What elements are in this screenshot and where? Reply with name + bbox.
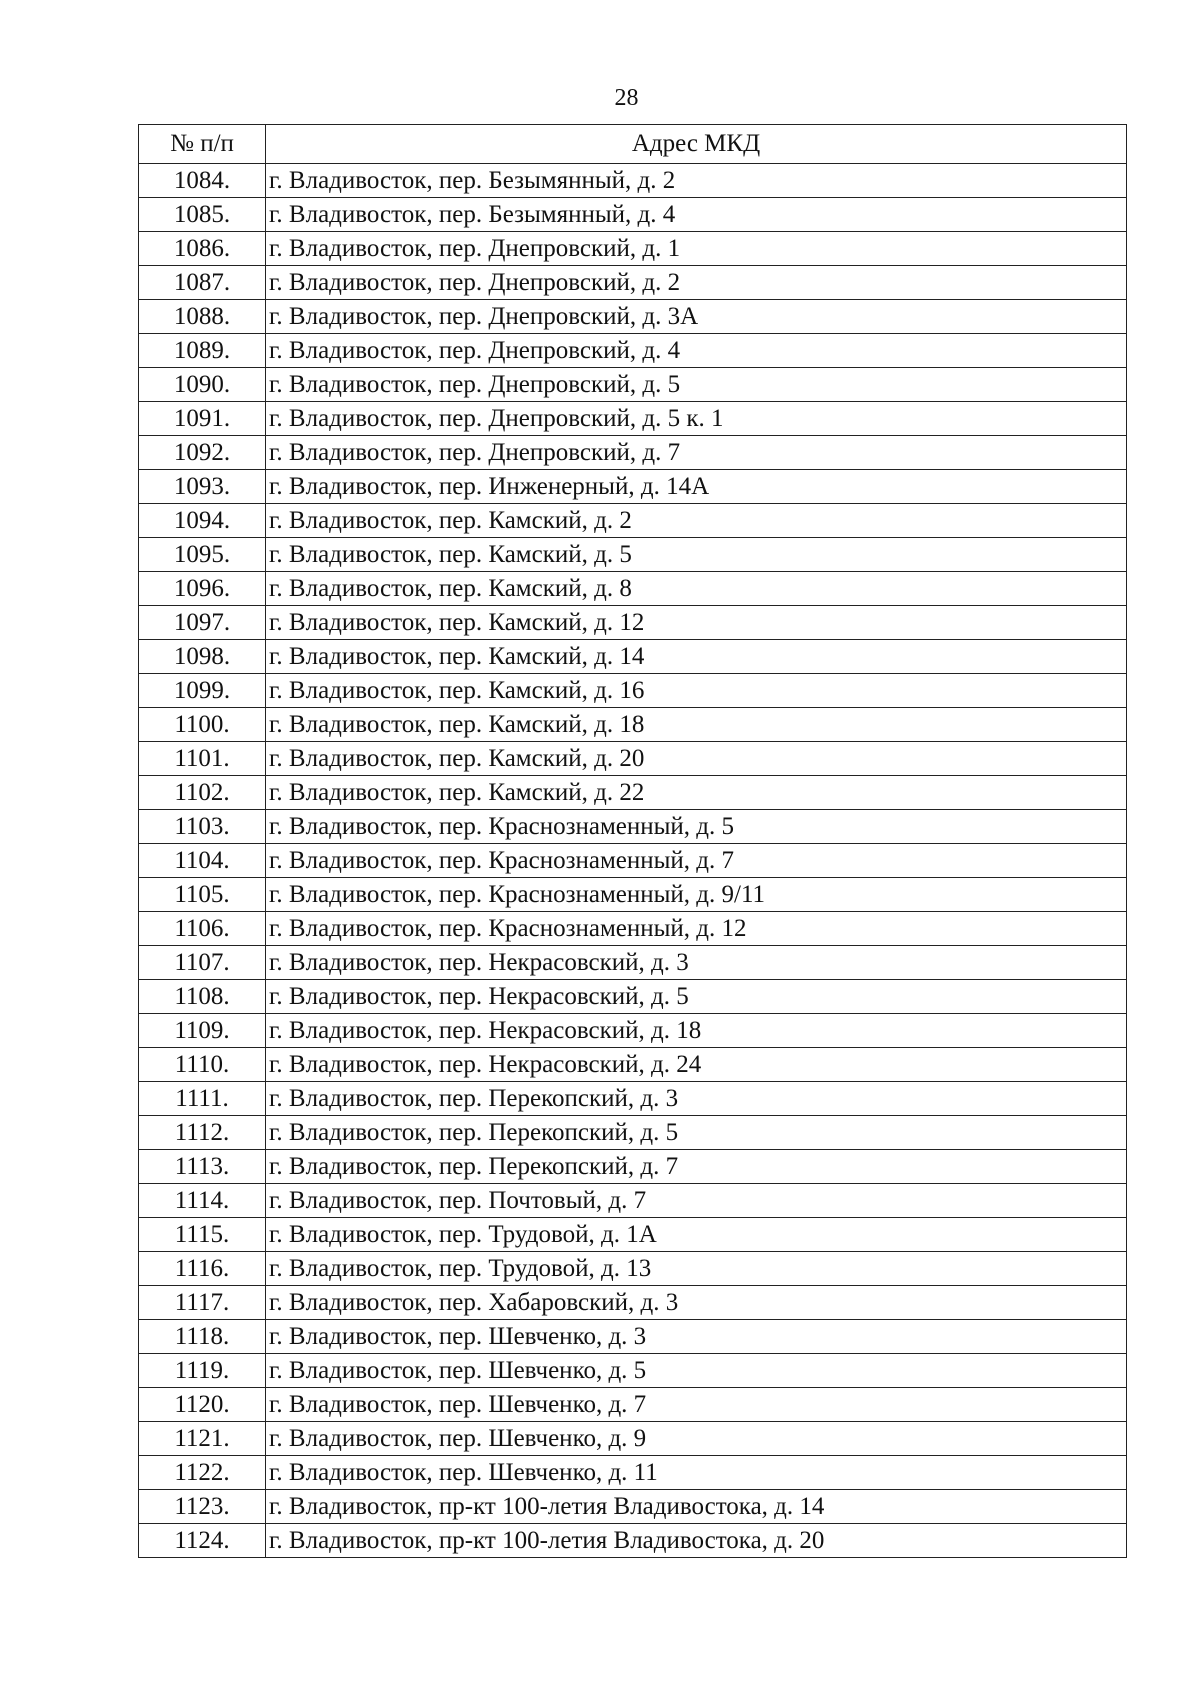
- table-row: [139, 572, 1127, 606]
- table-row: [139, 1490, 1127, 1524]
- row-address: г. Владивосток, пер. Краснознаменный, д. 7: [266, 844, 1127, 878]
- row-address: г. Владивосток, пер. Некрасовский, д. 3: [266, 946, 1127, 980]
- table-row: [139, 980, 1127, 1014]
- row-address: г. Владивосток, пер. Камский, д. 20: [266, 742, 1127, 776]
- table-row: [139, 1150, 1127, 1184]
- row-address: г. Владивосток, пер. Шевченко, д. 3: [266, 1320, 1127, 1354]
- row-address: г. Владивосток, пер. Камский, д. 12: [266, 606, 1127, 640]
- row-number: 1115.: [139, 1218, 266, 1252]
- table-row: [139, 878, 1127, 912]
- row-number: 1104.: [139, 844, 266, 878]
- row-number: 1118.: [139, 1320, 266, 1354]
- row-number: 1088.: [139, 300, 266, 334]
- row-address: г. Владивосток, пр-кт 100-летия Владивостока, д. 14: [266, 1490, 1127, 1524]
- row-number: 1117.: [139, 1286, 266, 1320]
- table-row: [139, 266, 1127, 300]
- table-row: [139, 198, 1127, 232]
- row-number: 1110.: [139, 1048, 266, 1082]
- table-row: [139, 1320, 1127, 1354]
- row-number: 1122.: [139, 1456, 266, 1490]
- row-number: 1119.: [139, 1354, 266, 1388]
- row-number: 1092.: [139, 436, 266, 470]
- table-body: [139, 164, 1127, 1558]
- row-number: 1124.: [139, 1524, 266, 1558]
- row-address: г. Владивосток, пер. Днепровский, д. 2: [266, 266, 1127, 300]
- table-row: [139, 164, 1127, 198]
- table-row: [139, 1354, 1127, 1388]
- table-row: [139, 810, 1127, 844]
- table-row: [139, 640, 1127, 674]
- table-row: [139, 334, 1127, 368]
- mkd-address-table: [138, 124, 1127, 1558]
- row-address: г. Владивосток, пер. Перекопский, д. 5: [266, 1116, 1127, 1150]
- table-row: [139, 742, 1127, 776]
- table-row: [139, 1524, 1127, 1558]
- row-address: г. Владивосток, пер. Шевченко, д. 7: [266, 1388, 1127, 1422]
- row-address: г. Владивосток, пер. Некрасовский, д. 24: [266, 1048, 1127, 1082]
- page-number: 28: [614, 85, 639, 111]
- row-address: г. Владивосток, пер. Камский, д. 2: [266, 504, 1127, 538]
- row-address: г. Владивосток, пер. Днепровский, д. 3А: [266, 300, 1127, 334]
- row-number: 1095.: [139, 538, 266, 572]
- table-row: [139, 470, 1127, 504]
- row-number: 1091.: [139, 402, 266, 436]
- table-row: [139, 708, 1127, 742]
- row-number: 1093.: [139, 470, 266, 504]
- table-row: [139, 402, 1127, 436]
- row-address: г. Владивосток, пер. Днепровский, д. 5 к. 1: [266, 402, 1127, 436]
- row-number: 1114.: [139, 1184, 266, 1218]
- table-row: [139, 300, 1127, 334]
- header-number: № п/п: [139, 125, 266, 164]
- row-number: 1087.: [139, 266, 266, 300]
- row-number: 1105.: [139, 878, 266, 912]
- table-row: [139, 232, 1127, 266]
- table-row: [139, 1286, 1127, 1320]
- row-number: 1123.: [139, 1490, 266, 1524]
- row-number: 1120.: [139, 1388, 266, 1422]
- table-row: [139, 844, 1127, 878]
- row-number: 1113.: [139, 1150, 266, 1184]
- row-number: 1108.: [139, 980, 266, 1014]
- row-number: 1097.: [139, 606, 266, 640]
- row-number: 1096.: [139, 572, 266, 606]
- row-address: г. Владивосток, пер. Безымянный, д. 4: [266, 198, 1127, 232]
- row-address: г. Владивосток, пер. Некрасовский, д. 5: [266, 980, 1127, 1014]
- table-row: [139, 1184, 1127, 1218]
- table-row: [139, 504, 1127, 538]
- table-row: [139, 1422, 1127, 1456]
- row-address: г. Владивосток, пер. Трудовой, д. 13: [266, 1252, 1127, 1286]
- table-row: [139, 776, 1127, 810]
- row-number: 1109.: [139, 1014, 266, 1048]
- table-row: [139, 946, 1127, 980]
- row-number: 1100.: [139, 708, 266, 742]
- table-row: [139, 912, 1127, 946]
- row-address: г. Владивосток, пер. Хабаровский, д. 3: [266, 1286, 1127, 1320]
- table-row: [139, 1014, 1127, 1048]
- row-address: г. Владивосток, пер. Шевченко, д. 5: [266, 1354, 1127, 1388]
- row-number: 1098.: [139, 640, 266, 674]
- row-number: 1111.: [139, 1082, 266, 1116]
- row-address: г. Владивосток, пер. Шевченко, д. 9: [266, 1422, 1127, 1456]
- row-address: г. Владивосток, пер. Камский, д. 16: [266, 674, 1127, 708]
- row-address: г. Владивосток, пер. Днепровский, д. 5: [266, 368, 1127, 402]
- row-address: г. Владивосток, пер. Камский, д. 5: [266, 538, 1127, 572]
- row-address: г. Владивосток, пер. Камский, д. 8: [266, 572, 1127, 606]
- row-address: г. Владивосток, пер. Краснознаменный, д. 9/11: [266, 878, 1127, 912]
- row-address: г. Владивосток, пер. Краснознаменный, д. 12: [266, 912, 1127, 946]
- row-number: 1094.: [139, 504, 266, 538]
- row-number: 1112.: [139, 1116, 266, 1150]
- row-number: 1090.: [139, 368, 266, 402]
- row-address: г. Владивосток, пер. Днепровский, д. 7: [266, 436, 1127, 470]
- row-address: г. Владивосток, пер. Некрасовский, д. 18: [266, 1014, 1127, 1048]
- row-number: 1121.: [139, 1422, 266, 1456]
- row-number: 1107.: [139, 946, 266, 980]
- table-row: [139, 368, 1127, 402]
- row-address: г. Владивосток, пер. Перекопский, д. 3: [266, 1082, 1127, 1116]
- table-row: [139, 606, 1127, 640]
- row-address: г. Владивосток, пер. Шевченко, д. 11: [266, 1456, 1127, 1490]
- row-number: 1116.: [139, 1252, 266, 1286]
- row-number: 1101.: [139, 742, 266, 776]
- table-row: [139, 1252, 1127, 1286]
- row-address: г. Владивосток, пер. Безымянный, д. 2: [266, 164, 1127, 198]
- row-address: г. Владивосток, пер. Инженерный, д. 14А: [266, 470, 1127, 504]
- table-header-row: [139, 125, 1127, 164]
- row-number: 1099.: [139, 674, 266, 708]
- row-number: 1106.: [139, 912, 266, 946]
- row-address: г. Владивосток, пер. Днепровский, д. 4: [266, 334, 1127, 368]
- table-row: [139, 1116, 1127, 1150]
- table-row: [139, 1456, 1127, 1490]
- row-address: г. Владивосток, пер. Почтовый, д. 7: [266, 1184, 1127, 1218]
- row-number: 1085.: [139, 198, 266, 232]
- row-address: г. Владивосток, пер. Камский, д. 18: [266, 708, 1127, 742]
- row-address: г. Владивосток, пер. Трудовой, д. 1А: [266, 1218, 1127, 1252]
- row-address: г. Владивосток, пер. Камский, д. 14: [266, 640, 1127, 674]
- table-row: [139, 1388, 1127, 1422]
- row-address: г. Владивосток, пер. Камский, д. 22: [266, 776, 1127, 810]
- header-address: Адрес МКД: [266, 125, 1127, 164]
- row-number: 1084.: [139, 164, 266, 198]
- table-row: [139, 674, 1127, 708]
- table-row: [139, 436, 1127, 470]
- table-row: [139, 1082, 1127, 1116]
- row-number: 1089.: [139, 334, 266, 368]
- table-row: [139, 1048, 1127, 1082]
- row-address: г. Владивосток, пер. Перекопский, д. 7: [266, 1150, 1127, 1184]
- row-number: 1103.: [139, 810, 266, 844]
- row-number: 1086.: [139, 232, 266, 266]
- row-address: г. Владивосток, пр-кт 100-летия Владивостока, д. 20: [266, 1524, 1127, 1558]
- row-number: 1102.: [139, 776, 266, 810]
- table-row: [139, 1218, 1127, 1252]
- row-address: г. Владивосток, пер. Краснознаменный, д. 5: [266, 810, 1127, 844]
- table-row: [139, 538, 1127, 572]
- row-address: г. Владивосток, пер. Днепровский, д. 1: [266, 232, 1127, 266]
